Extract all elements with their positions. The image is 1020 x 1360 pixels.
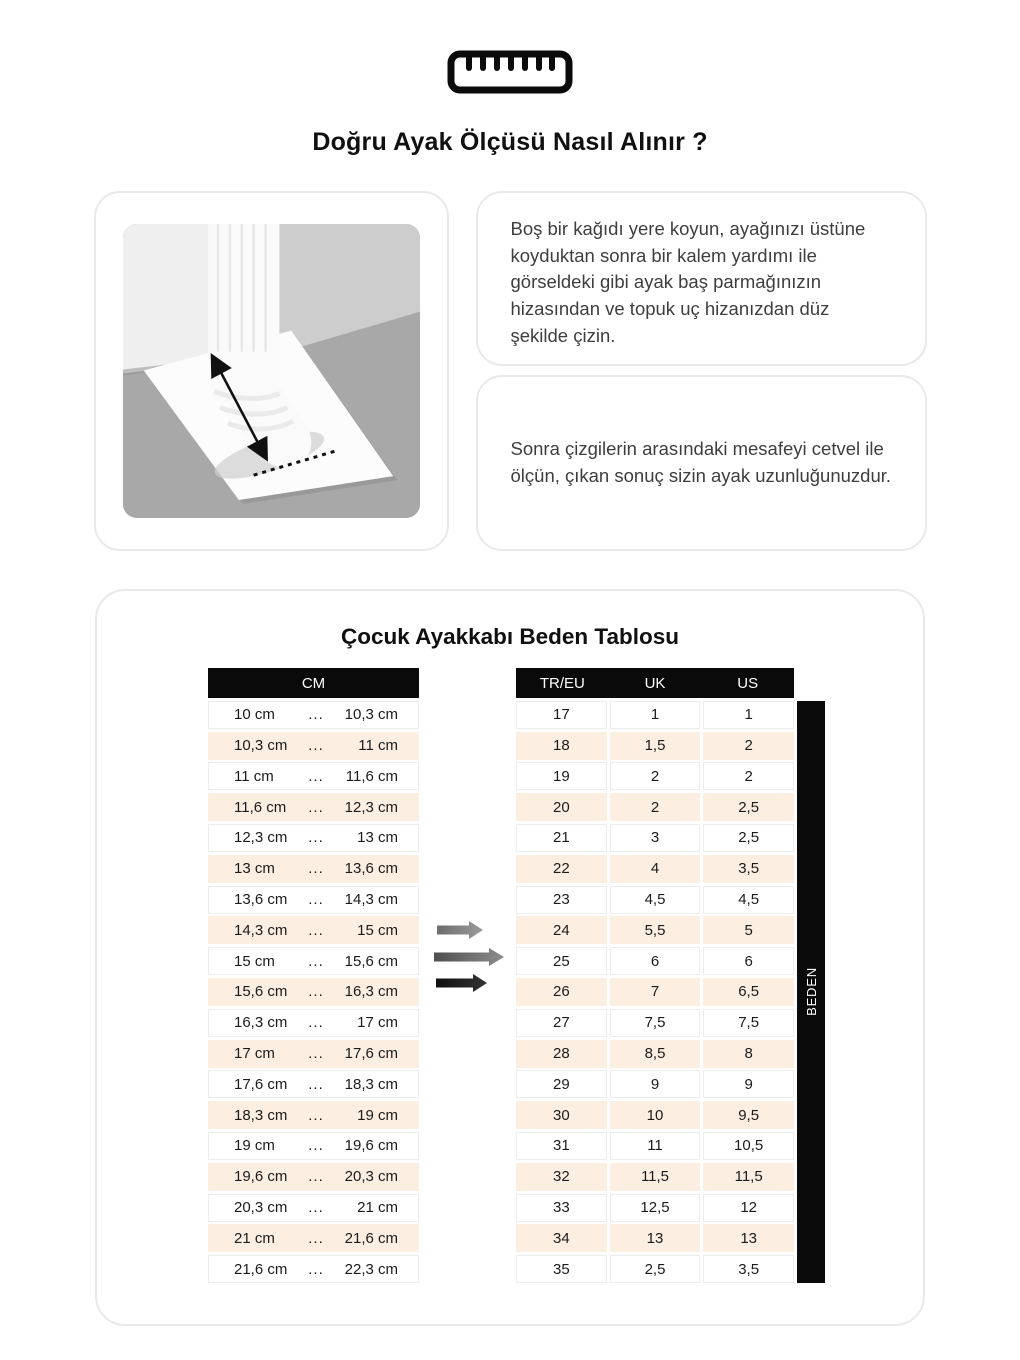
cm-range-rows: [208, 701, 419, 1283]
size-table-card: [95, 589, 925, 1326]
instruction-step-1-text: Boş bir kağıdı yere koyun, ayağınızı üstüne koyduktan sonra bir kalem yardımı ile görseldeki gibi ayak baş parmağınızın hizasından ve topuk uç hizanızdan düz şekilde çizin.: [510, 218, 866, 346]
cm-cell-to: 11,6 cm: [345, 767, 398, 785]
cm-cell-sep: ...: [308, 767, 324, 785]
cm-range-row: [208, 978, 419, 1006]
cm-cell-sep: ...: [308, 706, 324, 724]
cm-cell-from: 11 cm: [234, 767, 274, 785]
cm-cell-sep: ...: [308, 1075, 324, 1093]
uk-size-cell: 4,5: [610, 886, 701, 914]
cm-cell-from: 18,3 cm: [234, 1106, 288, 1124]
cm-cell-sep: ...: [308, 891, 324, 909]
tr-eu-size-cell: 32: [516, 1163, 607, 1191]
uk-size-cell: 2: [610, 762, 701, 790]
intl-size-row: [516, 1070, 794, 1098]
mapping-arrows-area: [419, 668, 516, 1283]
size-table-title: Çocuk Ayakkabı Beden Tablosu: [340, 624, 679, 649]
cm-cell-from: 19,6 cm: [234, 1168, 288, 1186]
page-title: Doğru Ayak Ölçüsü Nasıl Alınır ?: [312, 128, 708, 156]
cm-cell-sep: ...: [308, 952, 324, 970]
uk-size-cell: 4: [610, 855, 701, 883]
cm-cell-from: 17 cm: [234, 1045, 275, 1063]
tr-eu-size-cell: 28: [516, 1040, 607, 1068]
instruction-step-2-text: Sonra çizgilerin arasındaki mesafeyi cetvel ile ölçün, çıkan sonuç sizin ayak uzunluğunuzdur.: [510, 438, 892, 486]
cm-cell-to: 21 cm: [357, 1199, 398, 1217]
uk-size-cell: 5,5: [610, 916, 701, 944]
intl-size-row: [516, 1163, 794, 1191]
cm-range-row: [208, 1255, 419, 1283]
tr-eu-size-cell: 19: [516, 762, 607, 790]
uk-size-cell: 7,5: [610, 1009, 701, 1037]
intl-size-row: [516, 762, 794, 790]
cm-cell-to: 13 cm: [357, 829, 398, 847]
us-size-cell: 8: [703, 1040, 794, 1068]
cm-cell-sep: ...: [308, 1260, 324, 1278]
cm-cell-from: 10 cm: [234, 706, 275, 724]
cm-column-header: CM: [208, 668, 419, 698]
intl-size-row: [516, 1009, 794, 1037]
cm-range-row: [208, 1163, 419, 1191]
cm-cell-sep: ...: [308, 1137, 324, 1155]
intl-size-row: [516, 1255, 794, 1283]
cm-cell-sep: ...: [308, 1229, 324, 1247]
us-size-cell: 2,5: [703, 793, 794, 821]
us-column-header: US: [737, 674, 759, 692]
uk-size-cell: 8,5: [610, 1040, 701, 1068]
cm-range-row: [208, 947, 419, 975]
cm-cell-to: 16,3 cm: [344, 983, 398, 1001]
intl-size-row: [516, 1194, 794, 1222]
cm-cell-to: 17 cm: [357, 1014, 398, 1032]
cm-range-row: [208, 1194, 419, 1222]
cm-cell-sep: ...: [308, 1045, 324, 1063]
us-size-cell: 6,5: [703, 978, 794, 1006]
cm-cell-to: 15 cm: [357, 921, 398, 939]
uk-size-cell: 7: [610, 978, 701, 1006]
measurement-instructions-section: [94, 191, 927, 551]
cm-cell-sep: ...: [308, 921, 324, 939]
size-tables: [97, 668, 923, 1283]
cm-cell-sep: ...: [308, 1014, 324, 1032]
us-size-cell: 4,5: [703, 886, 794, 914]
foot-measurement-image-card: [94, 191, 449, 551]
cm-cell-from: 21 cm: [234, 1229, 275, 1247]
us-size-cell: 5: [703, 916, 794, 944]
instruction-steps: [476, 191, 927, 551]
cm-range-row: [208, 1101, 419, 1129]
cm-cell-to: 19,6 cm: [344, 1137, 398, 1155]
intl-size-rows: [516, 701, 794, 1283]
intl-size-row: [516, 978, 794, 1006]
cm-cell-sep: ...: [308, 1199, 324, 1217]
cm-cell-sep: ...: [308, 737, 324, 755]
cm-cell-from: 13,6 cm: [234, 891, 288, 909]
cm-cell-from: 17,6 cm: [234, 1075, 288, 1093]
cm-range-row: [208, 1009, 419, 1037]
cm-cell-sep: ...: [308, 983, 324, 1001]
cm-cell-to: 22,3 cm: [344, 1260, 398, 1278]
tr-eu-size-cell: 35: [516, 1255, 607, 1283]
cm-range-row: [208, 886, 419, 914]
cm-range-row: [208, 916, 419, 944]
cm-range-row: [208, 824, 419, 852]
cm-cell-to: 17,6 cm: [344, 1045, 398, 1063]
cm-cell-from: 15 cm: [234, 952, 275, 970]
cm-cell-sep: ...: [308, 798, 324, 816]
uk-size-cell: 3: [610, 824, 701, 852]
cm-cell-from: 19 cm: [234, 1137, 275, 1155]
cm-range-row: [208, 732, 419, 760]
tr-eu-size-cell: 24: [516, 916, 607, 944]
intl-size-table-group: [516, 668, 819, 1283]
cm-cell-from: 16,3 cm: [234, 1014, 288, 1032]
beden-side-label-text: BEDEN: [803, 967, 819, 1017]
cm-cell-sep: ...: [308, 829, 324, 847]
tr-eu-size-cell: 31: [516, 1132, 607, 1160]
cm-cell-from: 11,6 cm: [234, 798, 287, 816]
cm-cell-sep: ...: [308, 1168, 324, 1186]
intl-size-row: [516, 701, 794, 729]
us-size-cell: 7,5: [703, 1009, 794, 1037]
uk-size-cell: 10: [610, 1101, 701, 1129]
cm-cell-to: 19 cm: [357, 1106, 398, 1124]
tr-eu-size-cell: 26: [516, 978, 607, 1006]
intl-size-row: [516, 732, 794, 760]
beden-side-label: [797, 701, 825, 1283]
us-size-cell: 9,5: [703, 1101, 794, 1129]
cm-range-row: [208, 762, 419, 790]
triple-right-arrows-icon: [432, 920, 510, 992]
header-icon-area: [0, 0, 1020, 94]
uk-size-cell: 12,5: [610, 1194, 701, 1222]
us-size-cell: 12: [703, 1194, 794, 1222]
us-size-cell: 10,5: [703, 1132, 794, 1160]
ruler-icon: [447, 50, 573, 94]
uk-size-cell: 11: [610, 1132, 701, 1160]
intl-size-row: [516, 1224, 794, 1252]
cm-cell-to: 21,6 cm: [344, 1229, 398, 1247]
intl-size-row: [516, 855, 794, 883]
cm-range-row: [208, 1224, 419, 1252]
tr-eu-size-cell: 33: [516, 1194, 607, 1222]
cm-cell-to: 10,3 cm: [344, 706, 398, 724]
cm-cell-sep: ...: [308, 1106, 324, 1124]
intl-size-row: [516, 886, 794, 914]
uk-size-cell: 6: [610, 947, 701, 975]
us-size-cell: 2: [703, 732, 794, 760]
us-size-cell: 2,5: [703, 824, 794, 852]
cm-range-row: [208, 855, 419, 883]
uk-size-cell: 13: [610, 1224, 701, 1252]
cm-cell-to: 18,3 cm: [344, 1075, 398, 1093]
foot-on-paper-photo: [123, 224, 420, 518]
cm-cell-from: 20,3 cm: [234, 1199, 288, 1217]
cm-range-row: [208, 1070, 419, 1098]
tr-eu-size-cell: 17: [516, 701, 607, 729]
tr-eu-size-cell: 20: [516, 793, 607, 821]
cm-cell-to: 14,3 cm: [344, 891, 398, 909]
cm-cell-from: 13 cm: [234, 860, 275, 878]
us-size-cell: 6: [703, 947, 794, 975]
us-size-cell: 9: [703, 1070, 794, 1098]
cm-cell-from: 14,3 cm: [234, 921, 288, 939]
instruction-step-1: [476, 191, 927, 366]
uk-size-cell: 2: [610, 793, 701, 821]
intl-size-row: [516, 947, 794, 975]
us-size-cell: 1: [703, 701, 794, 729]
intl-size-row: [516, 793, 794, 821]
uk-size-cell: 1,5: [610, 732, 701, 760]
tr-eu-size-cell: 27: [516, 1009, 607, 1037]
intl-size-row: [516, 1040, 794, 1068]
tr-eu-size-cell: 34: [516, 1224, 607, 1252]
us-size-cell: 13: [703, 1224, 794, 1252]
cm-cell-from: 15,6 cm: [234, 983, 288, 1001]
uk-column-header: UK: [644, 674, 666, 692]
us-size-cell: 3,5: [703, 1255, 794, 1283]
uk-size-cell: 2,5: [610, 1255, 701, 1283]
instruction-step-2: [476, 375, 927, 551]
cm-cell-to: 15,6 cm: [344, 952, 398, 970]
cm-range-row: [208, 1040, 419, 1068]
intl-size-row: [516, 916, 794, 944]
cm-cell-sep: ...: [308, 860, 324, 878]
cm-range-row: [208, 701, 419, 729]
tr-eu-size-cell: 23: [516, 886, 607, 914]
cm-cell-to: 11 cm: [358, 737, 398, 755]
intl-column-headers: [516, 668, 794, 698]
cm-range-row: [208, 793, 419, 821]
tr-eu-column-header: TR/EU: [539, 674, 585, 692]
intl-size-row: [516, 1101, 794, 1129]
uk-size-cell: 1: [610, 701, 701, 729]
tr-eu-size-cell: 30: [516, 1101, 607, 1129]
intl-size-row: [516, 824, 794, 852]
intl-size-row: [516, 1132, 794, 1160]
cm-range-table: [208, 668, 419, 1283]
tr-eu-size-cell: 25: [516, 947, 607, 975]
cm-cell-from: 12,3 cm: [234, 829, 288, 847]
tr-eu-size-cell: 29: [516, 1070, 607, 1098]
uk-size-cell: 11,5: [610, 1163, 701, 1191]
tr-eu-size-cell: 22: [516, 855, 607, 883]
us-size-cell: 2: [703, 762, 794, 790]
cm-cell-from: 21,6 cm: [234, 1260, 288, 1278]
uk-size-cell: 9: [610, 1070, 701, 1098]
cm-range-row: [208, 1132, 419, 1160]
cm-cell-to: 13,6 cm: [344, 860, 398, 878]
tr-eu-size-cell: 18: [516, 732, 607, 760]
cm-cell-from: 10,3 cm: [234, 737, 288, 755]
tr-eu-size-cell: 21: [516, 824, 607, 852]
us-size-cell: 11,5: [703, 1163, 794, 1191]
cm-cell-to: 12,3 cm: [344, 798, 398, 816]
us-size-cell: 3,5: [703, 855, 794, 883]
cm-cell-to: 20,3 cm: [344, 1168, 398, 1186]
